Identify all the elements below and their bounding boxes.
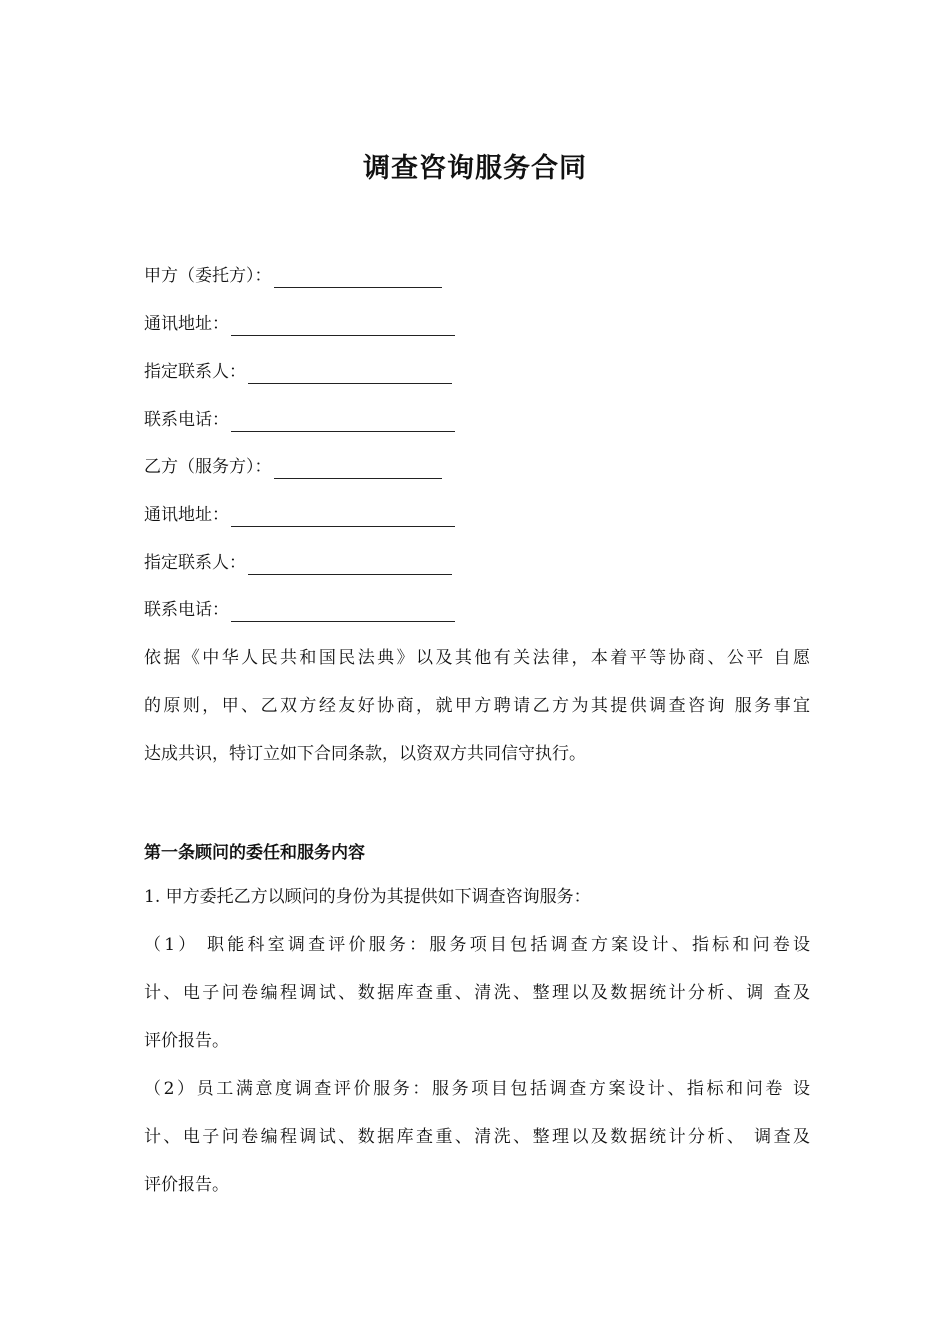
- party-a-name-blank[interactable]: [274, 270, 442, 288]
- party-b-phone-field: [144, 598, 455, 622]
- party-b-address-blank[interactable]: [231, 509, 455, 527]
- party-b-contact-blank[interactable]: [248, 557, 452, 575]
- party-b-phone-blank[interactable]: [231, 604, 455, 622]
- party-a-contact-blank[interactable]: [248, 366, 452, 384]
- party-a-name-label: 甲方（委托方）：: [144, 266, 272, 286]
- article-1-item-1: 1. 甲方委托乙方以顾问的身份为其提供如下调查咨询服务：: [144, 887, 591, 907]
- document-title: 调查咨询服务合同: [363, 153, 587, 184]
- party-a-phone-label: 联系电话：: [144, 410, 229, 430]
- sub-2-line: 评价报告。: [144, 1175, 229, 1195]
- article-1-sub-1: [144, 921, 810, 1065]
- article-1-sub-2: [144, 1065, 810, 1209]
- party-a-phone-blank[interactable]: [231, 414, 455, 432]
- party-a-address-label: 通讯地址：: [144, 314, 229, 334]
- party-a-contact-field: [144, 360, 452, 384]
- sub-1-line: 计、电子问卷编程调试、数据库查重、清洗、整理以及数据统计分析、调 查及: [144, 983, 810, 1003]
- party-b-contact-label: 指定联系人：: [144, 553, 246, 573]
- preamble-line: 依据《中华人民共和国民法典》以及其他有关法律，本着平等协商、公平 自愿: [144, 648, 810, 668]
- sub-2-line: 计、电子问卷编程调试、数据库查重、清洗、整理以及数据统计分析、 调查及: [144, 1127, 810, 1147]
- party-a-address-blank[interactable]: [231, 318, 455, 336]
- party-b-address-label: 通讯地址：: [144, 505, 229, 525]
- article-1-heading: 第一条顾问的委任和服务内容: [144, 843, 365, 863]
- party-b-name-label: 乙方（服务方）：: [144, 457, 272, 477]
- preamble-paragraph: [144, 634, 810, 778]
- party-a-phone-field: [144, 408, 455, 432]
- party-a-contact-label: 指定联系人：: [144, 362, 246, 382]
- sub-1-line: 评价报告。: [144, 1031, 229, 1051]
- party-b-name-field: [144, 455, 442, 479]
- party-b-contact-field: [144, 551, 452, 575]
- preamble-line: 达成共识，特订立如下合同条款，以资双方共同信守执行。: [144, 744, 586, 764]
- party-b-address-field: [144, 503, 455, 527]
- sub-2-line: （2）员工满意度调查评价服务：服务项目包括调查方案设计、指标和问卷 设: [144, 1079, 810, 1099]
- preamble-line: 的原则，甲、乙双方经友好协商，就甲方聘请乙方为其提供调查咨询 服务事宜: [144, 696, 810, 716]
- party-a-name-field: [144, 264, 442, 288]
- party-b-phone-label: 联系电话：: [144, 600, 229, 620]
- party-a-address-field: [144, 312, 455, 336]
- party-b-name-blank[interactable]: [274, 461, 442, 479]
- sub-1-line: （1） 职能科室调查评价服务：服务项目包括调查方案设计、指标和问卷设: [144, 935, 810, 955]
